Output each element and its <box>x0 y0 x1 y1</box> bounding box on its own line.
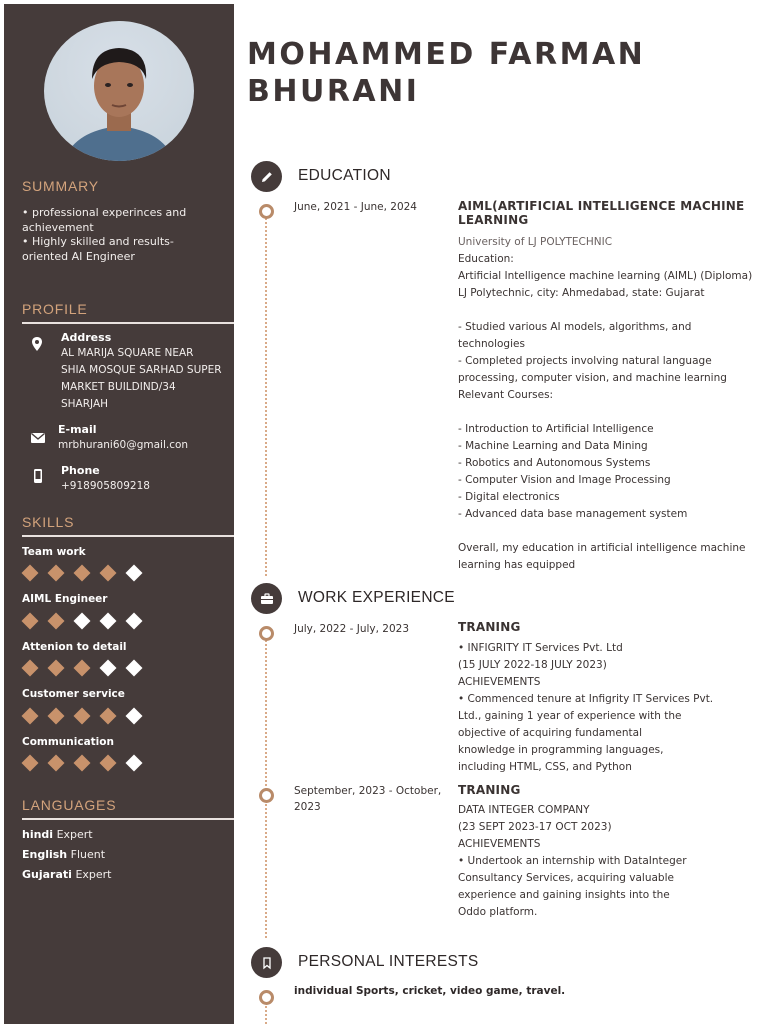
profile-photo <box>44 21 194 161</box>
job-details: DATA INTEGER COMPANY (23 SEPT 2023-17 OCT 2023) ACHIEVEMENTS • Undertook an internship with DataInteger Consultancy Services, acquiring valuable experience and gaining insights into the Oddo platform. <box>458 804 687 918</box>
profile-heading: PROFILE <box>22 301 88 317</box>
skill-name: Team work <box>22 546 86 558</box>
rating-diamond-empty <box>126 565 143 582</box>
skills-heading: SKILLS <box>22 514 75 530</box>
rating-diamond-empty <box>126 613 143 630</box>
skill-name: Communication <box>22 736 114 748</box>
rating-diamond-empty <box>126 660 143 677</box>
timeline-dot <box>259 204 274 219</box>
timeline-dot <box>259 990 274 1005</box>
job-title: TRANING <box>458 620 521 634</box>
job-title: TRANING <box>458 783 521 797</box>
skill-name: Customer service <box>22 688 125 700</box>
education-details: University of LJ POLYTECHNIC Education: Artificial Intelligence machine learning (AIML) (Diploma) LJ Polytechnic, city: Ahmedabad, state: Gujarat - Studied various AI models, algorithms, and technologies - Completed projects involving natural language processing, computer vision, and machine learning Relevant Courses: - Introduction to Artificial Intelligence - Machine Learning and Data Mining - Robotics and Autonomous Systems - Computer Vision and Image Processing - Digital electronics - Advanced data base management system Overall, my education in artificial intelligence machine learning has equipped <box>458 236 753 571</box>
rating-diamond-filled <box>74 660 91 677</box>
rating-diamond-filled <box>48 660 65 677</box>
education-heading: EDUCATION <box>298 167 391 184</box>
pencil-icon <box>260 170 274 184</box>
rating-diamond-empty <box>100 660 117 677</box>
address-value: AL MARIJA SQUARE NEAR SHIA MOSQUE SARHAD SUPER MARKET BUILDIND/34 SHARJAH <box>61 347 222 410</box>
job-details: • INFIGRITY IT Services Pvt. Ltd (15 JULY 2022-18 JULY 2023) ACHIEVEMENTS • Commenced tenure at Infigrity IT Services Pvt. Ltd., gaining 1 year of experience with the objective of acquiring fundamental knowledge in programming languages, including HTML, CSS, and Python <box>458 642 714 773</box>
rating-diamond-filled <box>48 708 65 725</box>
rating-diamond-empty <box>126 755 143 772</box>
rating-diamond-filled <box>22 708 39 725</box>
rating-diamond-filled <box>48 755 65 772</box>
rating-diamond-filled <box>74 565 91 582</box>
timeline-dot <box>259 788 274 803</box>
skills-divider <box>22 535 234 537</box>
education-entry-title: AIML(ARTIFICIAL INTELLIGENCE MACHINE LEARNING <box>458 199 745 227</box>
timeline-line <box>265 206 267 576</box>
rating-diamond-filled <box>100 565 117 582</box>
phone-label: Phone <box>61 464 100 477</box>
briefcase-icon <box>260 592 274 606</box>
address-label: Address <box>61 331 112 344</box>
rating-diamond-filled <box>22 755 39 772</box>
education-date: June, 2021 - June, 2024 <box>294 201 417 213</box>
location-pin-icon <box>29 336 45 352</box>
profile-divider <box>22 322 234 324</box>
languages-heading: LANGUAGES <box>22 797 117 813</box>
email-value[interactable]: mrbhurani60@gmail.con <box>58 439 189 451</box>
job-date: July, 2022 - July, 2023 <box>294 623 410 635</box>
language-item: English Fluent <box>22 848 106 861</box>
candidate-name: MOHAMMED FARMAN BHURANI <box>247 37 646 109</box>
interests-text: individual Sports, cricket, video game, travel. <box>294 985 566 997</box>
timeline-dot <box>259 626 274 641</box>
bookmark-icon <box>260 956 274 970</box>
skill-name: Attenion to detail <box>22 641 127 653</box>
summary-text: • professional experinces and achievement • Highly skilled and results- oriented AI Engineer <box>22 206 187 263</box>
sidebar <box>4 4 234 1024</box>
rating-diamond-filled <box>22 613 39 630</box>
phone-value[interactable]: +918905809218 <box>61 480 150 492</box>
rating-diamond-filled <box>22 660 39 677</box>
work-section-icon <box>251 583 282 614</box>
rating-diamond-filled <box>48 565 65 582</box>
work-heading: WORK EXPERIENCE <box>298 589 455 606</box>
job-date: September, 2023 - October, 2023 <box>294 785 442 813</box>
skill-name: AIML Engineer <box>22 593 108 605</box>
rating-diamond-filled <box>74 708 91 725</box>
rating-diamond-filled <box>48 613 65 630</box>
language-item: Gujarati Expert <box>22 868 112 881</box>
rating-diamond-empty <box>74 613 91 630</box>
interests-section-icon <box>251 947 282 978</box>
rating-diamond-filled <box>100 708 117 725</box>
summary-heading: SUMMARY <box>22 178 99 194</box>
rating-diamond-filled <box>100 755 117 772</box>
rating-diamond-filled <box>22 565 39 582</box>
rating-diamond-empty <box>100 613 117 630</box>
email-icon <box>30 430 46 446</box>
rating-diamond-filled <box>74 755 91 772</box>
timeline-line <box>265 628 267 938</box>
language-item: hindi Expert <box>22 828 93 841</box>
languages-divider <box>22 818 234 820</box>
email-label: E-mail <box>58 423 97 436</box>
interests-heading: PERSONAL INTERESTS <box>298 953 479 970</box>
phone-icon <box>30 468 46 484</box>
rating-diamond-empty <box>126 708 143 725</box>
education-section-icon <box>251 161 282 192</box>
